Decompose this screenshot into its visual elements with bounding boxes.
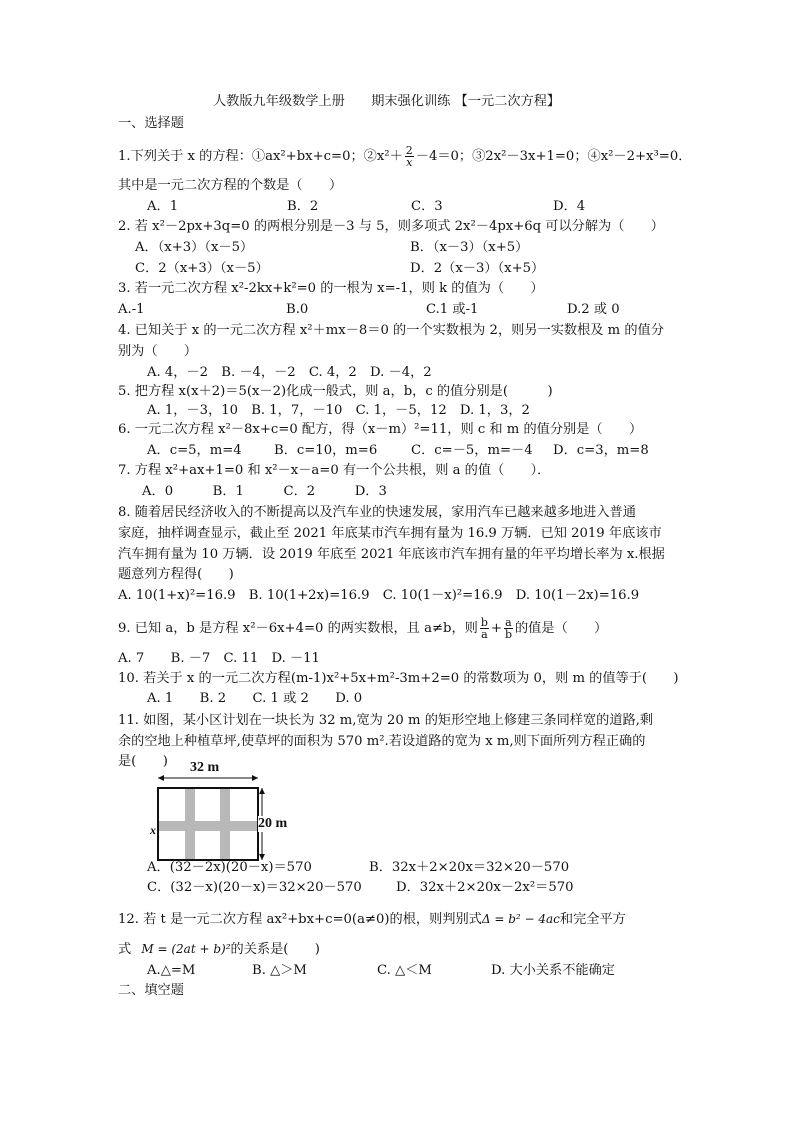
section-heading-choice: 一、选择题 bbox=[118, 116, 184, 131]
question-4-line2: 别为（ ） bbox=[118, 344, 198, 359]
q11-option-d: D．32x＋2×20x－2x²＝570 bbox=[396, 880, 574, 895]
question-2: 2. 若 x²－2px+3q=0 的两根分别是－3 与 5，则多项式 2x²－4px+6q 可以分解为（ ） bbox=[118, 219, 664, 234]
question-1-line2: 其中是一元二次方程的个数是（ ） bbox=[118, 178, 343, 193]
q5-options: A. 1，－3，10 B. 1，7，－10 C. 1，－5，12 D. 1，3，2 bbox=[147, 403, 530, 418]
q6-option-c: C．c=－5，m=－4 bbox=[411, 443, 533, 458]
q1-option-c: C．3 bbox=[411, 199, 443, 214]
question-4: 4. 已知关于 x 的一元二次方程 x²＋mx－8＝0 的一个实数根为 2，则另一实数根及 m 的值分 bbox=[118, 323, 664, 338]
q1-option-b: B．2 bbox=[287, 199, 319, 214]
q1-option-a: A．1 bbox=[147, 199, 179, 214]
road-diagram bbox=[148, 760, 298, 872]
question-8-line1: 8. 随着居民经济收入的不断提高以及汽车业的快速发展，家用汽车已越来越多地进入普通 bbox=[118, 505, 636, 520]
plus-sign: + bbox=[490, 621, 502, 636]
question-11-line2: 余的空地上种植草坪,使草坪的面积为 570 m².若设道路的宽为 x m,则下面所列方程正确的 bbox=[118, 734, 646, 749]
q2-option-d: D．2（x－3）（x+5） bbox=[410, 261, 545, 276]
q9-options: A. 7 B. －7 C. 11 D. －11 bbox=[118, 651, 320, 666]
q6-option-b: B．c=10，m=6 bbox=[274, 443, 378, 458]
figure-label-x: x bbox=[150, 823, 156, 837]
q3-option-a: A.-1 bbox=[118, 302, 145, 317]
fraction-b-over-a: $\frac{b}{a}$ bbox=[480, 616, 488, 641]
question-12-text-b: 和完全平方 bbox=[559, 912, 626, 927]
question-9-text-b: 的值是（ ） bbox=[514, 621, 608, 636]
q3-option-d: D.2 或 0 bbox=[567, 302, 620, 317]
q2-option-b: B．（x－3）（x+5） bbox=[410, 240, 529, 255]
question-5: 5. 把方程 x(x＋2)＝5(x－2)化成一般式，则 a，b，c 的值分别是( ) bbox=[118, 384, 553, 399]
question-12-text-d: 的关系是( ) bbox=[230, 942, 320, 957]
question-10: 10. 若关于 x 的一元二次方程(m-1)x²+5x+m²-3m+2=0 的常数项为 0，则 m 的值等于( ) bbox=[118, 671, 679, 686]
question-8-line4: 题意列方程得( ) bbox=[118, 567, 234, 582]
question-12-text-c: 式 bbox=[118, 942, 132, 957]
question-8-line2: 家庭，抽样调查显示，截止至 2021 年底某市汽车拥有量为 16.9 万辆．已知 2019 年底该市 bbox=[118, 526, 662, 541]
question-11-line1: 11. 如图，某小区计划在一块长为 32 m,宽为 20 m 的矩形空地上修建三条同样宽的道路,剩 bbox=[118, 713, 654, 728]
perfect-square-expression: M = (2at + b)² bbox=[141, 942, 231, 956]
q12-option-c: C. △＜M bbox=[377, 963, 432, 978]
q12-option-d: D. 大小关系不能确定 bbox=[491, 963, 615, 978]
q6-option-d: D．c=3，m=8 bbox=[553, 443, 649, 458]
page-title: 人教版九年级数学上册 期末强化训练 【一元二次方程】 bbox=[213, 94, 561, 109]
question-9 bbox=[118, 617, 607, 640]
q2-option-a: A．（x+3）（x－5） bbox=[135, 240, 254, 255]
fraction-a-over-b: $\frac{a}{b}$ bbox=[504, 616, 512, 641]
q10-options: A. 1 B. 2 C. 1 或 2 D. 0 bbox=[147, 691, 363, 706]
question-9-text-a: 9. 已知 a，b 是方程 x²－6x+4=0 的两实数根，且 a≠b，则 bbox=[118, 621, 478, 636]
question-12-text-a: 12. 若 t 是一元二次方程 ax²+bx+c=0(a≠0)的根，则判别式 bbox=[118, 912, 482, 927]
q1-option-d: D．4 bbox=[553, 199, 586, 214]
question-1 bbox=[118, 145, 691, 168]
q4-options: A. 4，－2 B. －4，－2 C. 4，2 D. －4，2 bbox=[147, 365, 432, 380]
q12-option-a: A.△=M bbox=[147, 963, 196, 978]
question-12-line2 bbox=[118, 940, 320, 959]
q8-options: A. 10(1+x)²=16.9 B. 10(1+2x)=16.9 C. 10(1－x)²=16.9 D. 10(1－2x)=16.9 bbox=[118, 588, 640, 603]
figure-label-32m: 32 m bbox=[190, 760, 220, 775]
question-12 bbox=[118, 910, 626, 929]
section-heading-fill: 二、填空题 bbox=[118, 983, 184, 998]
q11-option-c: C．(32－x)(20－x)＝32×20－570 bbox=[147, 880, 362, 895]
question-1-text-a: 1.下列关于 x 的方程：①ax²+bx+c=0；②x²＋ bbox=[118, 149, 403, 164]
question-11-line3: 是( ) bbox=[118, 754, 168, 769]
q3-option-b: B.0 bbox=[286, 302, 309, 317]
question-1-text-b: －4＝0；③2x²－3x+1=0；④x²－2+x³=0． bbox=[415, 149, 692, 164]
fraction-2-over-x: $\frac{2}{x}$ bbox=[405, 144, 413, 169]
question-8-line3: 汽车拥有量为 10 万辆．设 2019 年底至 2021 年底该市汽车拥有量的年平均增长率为 x.根据 bbox=[118, 547, 665, 562]
q11-option-b: B．32x＋2×20x＝32×20－570 bbox=[369, 860, 570, 875]
q3-option-c: C.1 或-1 bbox=[426, 302, 479, 317]
q7-options: A．0 B．1 C．2 D．3 bbox=[142, 484, 387, 499]
figure-label-20m: 20 m bbox=[258, 816, 288, 831]
discriminant-expression: Δ = b² − 4ac bbox=[481, 912, 560, 926]
question-7: 7. 方程 x²+ax+1=0 和 x²－x－a=0 有一个公共根，则 a 的值（ ）． bbox=[118, 463, 551, 478]
q11-option-a: A．(32－2x)(20－x)＝570 bbox=[147, 860, 312, 875]
q6-option-a: A．c=5，m=4 bbox=[147, 443, 242, 458]
question-3: 3. 若一元二次方程 x²-2kx+k²=0 的一根为 x=-1，则 k 的值为（ ） bbox=[118, 281, 544, 296]
q2-option-c: C．2（x+3）（x－5） bbox=[135, 261, 269, 276]
question-6: 6. 一元二次方程 x²－8x+c=0 配方，得（x－m）²=11，则 c 和 m 的值分别是（ ） bbox=[118, 422, 643, 437]
q12-option-b: B. △＞M bbox=[252, 963, 307, 978]
